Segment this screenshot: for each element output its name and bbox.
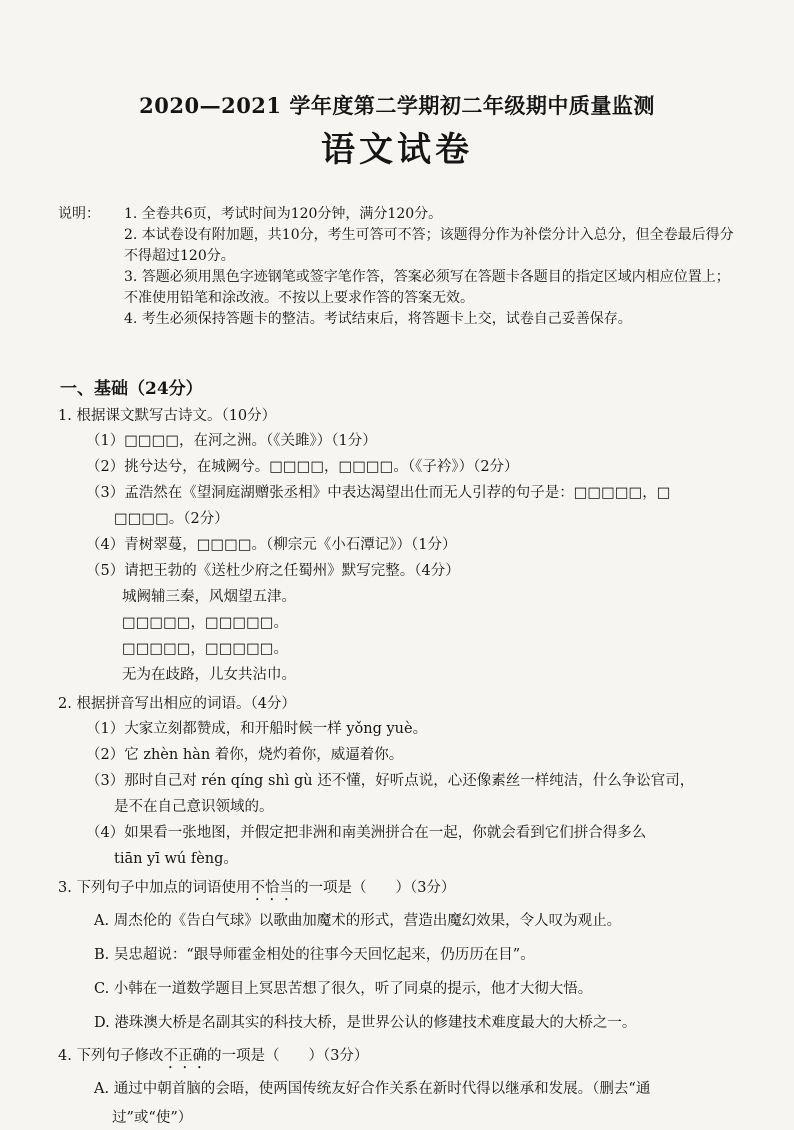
question-1	[58, 404, 748, 688]
question-item: （1）大家立刻都赞成，和开船时候一样 yǒng yuè。	[86, 721, 428, 737]
question-item: （5）请把王勃的《送杜少府之任蜀州》默写完整。（4分）	[86, 563, 460, 579]
question-title	[58, 876, 748, 904]
question-4	[58, 1044, 748, 1130]
instruction-item: 4. 考生必须保持答题卡的整洁。考试结束后，将答题卡上交，试卷自己妥善保存。	[124, 311, 632, 327]
subject-title: 语文试卷	[321, 130, 473, 170]
option-a: A. 通过中朝首脑的会晤，使两国传统友好合作关系在新时代得以继承和发展。（删去“通	[94, 1081, 651, 1097]
question-list	[58, 400, 748, 1130]
section-heading: 一、基础（24分）	[60, 379, 203, 399]
poem-line: 城阙辅三秦，风烟望五津。	[122, 589, 296, 605]
question-item: （3）孟浩然在《望洞庭湖赠张丞相》中表达渴望出仕而无人引荐的句子是：□□□□□，□	[86, 485, 671, 501]
question-item-continuation: tiān yī wú fèng。	[114, 851, 238, 867]
exam-title: 2020—2021 学年度第二学期初二年级期中质量监测	[139, 93, 655, 118]
question-item: （3）那时自己对 rén qíng shì gù 还不懂，好听点说，心还像素丝一样纯洁，什么争讼官司，	[86, 773, 695, 789]
poem-line: □□□□□，□□□□□。	[122, 615, 288, 631]
question-item: （4）如果看一张地图，并假定把非洲和南美洲拼合在一起，你就会看到它们拼合得多么	[86, 825, 647, 841]
question-item: （2）它 zhèn hàn 着你，烧灼着你，威逼着你。	[86, 747, 404, 763]
emphasized-word: 不恰当	[250, 880, 294, 896]
question-title-part: 的一项是（ ）（3分）	[293, 880, 456, 896]
option-b: B. 吴忠超说：“跟导师霍金相处的往事今天回忆起来，仍历历在目”。	[94, 947, 535, 963]
question-title	[58, 1044, 748, 1072]
question-item: （4）青树翠蔓，□□□□。（柳宗元《小石潭记》）（1分）	[86, 537, 457, 553]
instructions	[58, 204, 734, 330]
instruction-item: 3. 答题必须用黑色字迹钢笔或签字笔作答，答案必须写在答题卡各题目的指定区域内相应位置上；不准使用铅笔和涂改液。不按以上要求作答的答案无效。	[124, 269, 730, 306]
poem-line: 无为在歧路，儿女共沾巾。	[122, 667, 296, 683]
question-2	[58, 692, 748, 872]
instruction-item: 1. 全卷共6页，考试时间为120分钟，满分120分。	[124, 206, 443, 222]
option-continuation: 过”或“使”）	[112, 1110, 193, 1126]
question-title-part: 的一项是（ ）（3分）	[206, 1048, 369, 1064]
option-a: A. 周杰伦的《告白气球》以歌曲加魔术的形式，营造出魔幻效果，令人叹为观止。	[94, 913, 622, 929]
question-item-continuation: 是不在自己意识领域的。	[114, 799, 274, 815]
emphasized-word: 不正确	[163, 1048, 207, 1064]
question-title: 1. 根据课文默写古诗文。（10分）	[58, 408, 277, 424]
question-title-part: 4. 下列句子修改	[58, 1048, 164, 1064]
question-item: （1）□□□□，在河之洲。（《关雎》）（1分）	[86, 433, 377, 449]
question-title-part: 3. 下列句子中加点的词语使用	[58, 880, 251, 896]
option-c: C. 小韩在一道数学题目上冥思苦想了很久，听了同桌的提示，他才大彻大悟。	[94, 981, 593, 997]
poem-line: □□□□□，□□□□□。	[122, 641, 288, 657]
question-item: （2）挑兮达兮，在城阙兮。□□□□，□□□□。（《子衿》）（2分）	[86, 459, 519, 475]
instructions-label: 说明：	[58, 206, 100, 222]
option-d: D. 港珠澳大桥是名副其实的科技大桥，是世界公认的修建技术难度最大的大桥之一。	[94, 1015, 637, 1031]
instruction-item: 2. 本试卷设有附加题，共10分，考生可答可不答；该题得分作为补偿分计入总分，但全卷最后得分不得超过120分。	[124, 227, 734, 264]
question-3	[58, 876, 748, 1040]
question-item-continuation: □□□□。（2分）	[114, 511, 229, 527]
question-title: 2. 根据拼音写出相应的词语。（4分）	[58, 696, 296, 712]
